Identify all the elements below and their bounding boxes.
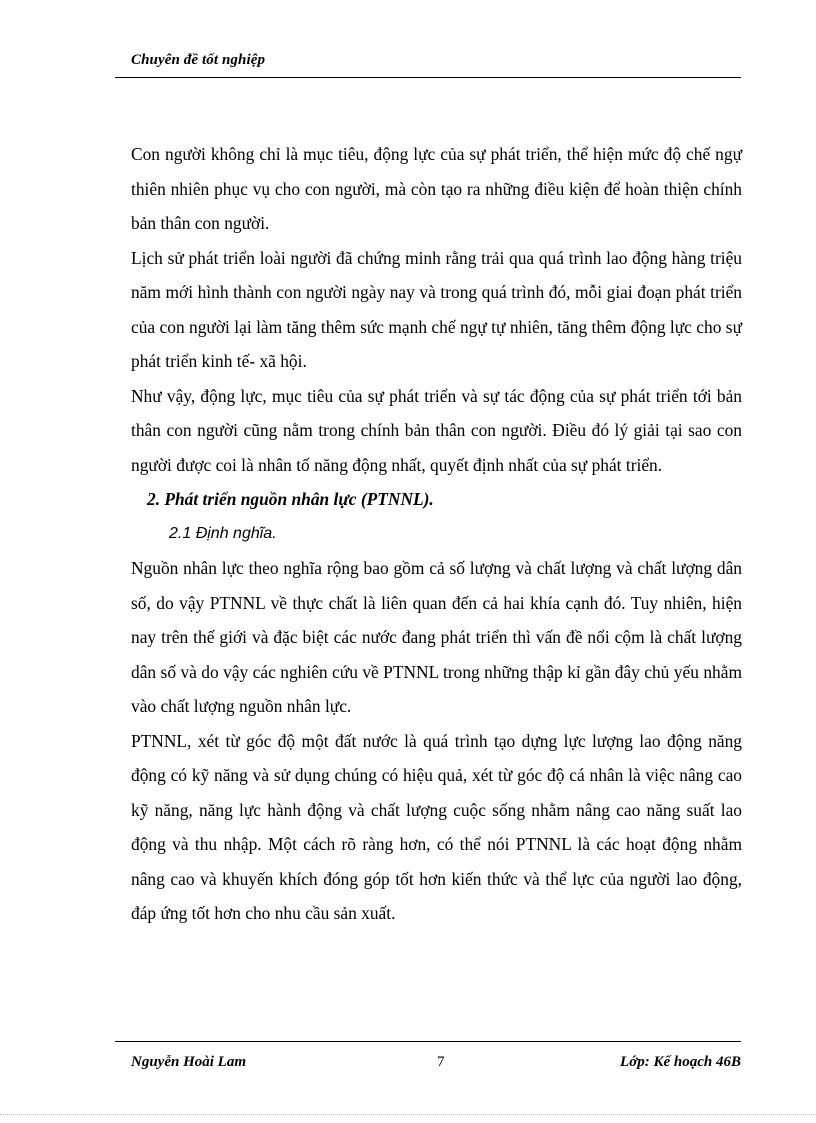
section-heading: 2. Phát triển nguồn nhân lực (PTNNL).: [147, 489, 434, 509]
footer-class: Lớp: Kế hoạch 46B: [620, 1054, 741, 1070]
running-header: Chuyên đề tốt nghiệp: [131, 52, 266, 68]
running-footer: [131, 1054, 741, 1076]
paragraph-dynamics: Như vậy, động lực, mục tiêu của sự phát triển và sự tác động của sự phát triển tới bản thân con người cũng nằm trong chính bản thân con người. Điều đó lý giải tại sao con người được coi là nhân tố năng động nhất, quyết định nhất của sự phát triển.: [131, 385, 742, 475]
paragraph-ptnnl: PTNNL, xét từ góc độ một đất nước là quá trình tạo dựng lực lượng lao động năng động có kỹ năng và sử dụng chúng có hiệu quả, xét từ góc độ cá nhân là việc nâng cao kỹ năng, năng lực hành động và chất lượng cuộc sống nhằm nâng cao năng suất lao động và thu nhập. Một cách rõ ràng hơn, có thể nói PTNNL là các hoạt động nhằm nâng cao và khuyến khích đóng góp tốt hơn kiến thức và thể lực của người lao động, đáp ứng tốt hơn cho nhu cầu sản xuất.: [131, 730, 742, 923]
document-body: [131, 137, 742, 931]
header-divider: [115, 77, 741, 78]
paragraph-definition: Nguồn nhân lực theo nghĩa rộng bao gồm cả số lượng và chất lượng và chất lượng dân số, do vậy PTNNL về thực chất là liên quan đến cả hai khía cạnh đó. Tuy nhiên, hiện nay trên thế giới và đặc biệt các nước đang phát triển thì vấn đề nổi cộm là chất lượng dân số và do vậy các nghiên cứu về PTNNL trong những thập kỉ gần đây chủ yếu nhằm vào chất lượng nguồn nhân lực.: [131, 558, 742, 716]
page-bottom-edge: [0, 1114, 816, 1115]
footer-divider: [115, 1041, 741, 1042]
footer-author: Nguyễn Hoài Lam: [131, 1054, 246, 1070]
page-number: 7: [437, 1054, 445, 1070]
subsection-heading: 2.1 Định nghĩa.: [169, 524, 277, 542]
paragraph-history: Lịch sử phát triển loài người đã chứng minh rằng trải qua quá trình lao động hàng triệu năm mới hình thành con người ngày nay và trong quá trình đó, mỗi giai đoạn phát triển của con người lại làm tăng thêm sức mạnh chế ngự tự nhiên, tăng thêm động lực cho sự phát triển kinh tế- xã hội.: [131, 247, 742, 371]
paragraph-human-goal: Con người không chỉ là mục tiêu, động lực của sự phát triển, thể hiện mức độ chế ngự thiên nhiên phục vụ cho con người, mà còn tạo ra những điều kiện để hoàn thiện chính bản thân con người.: [131, 144, 742, 233]
